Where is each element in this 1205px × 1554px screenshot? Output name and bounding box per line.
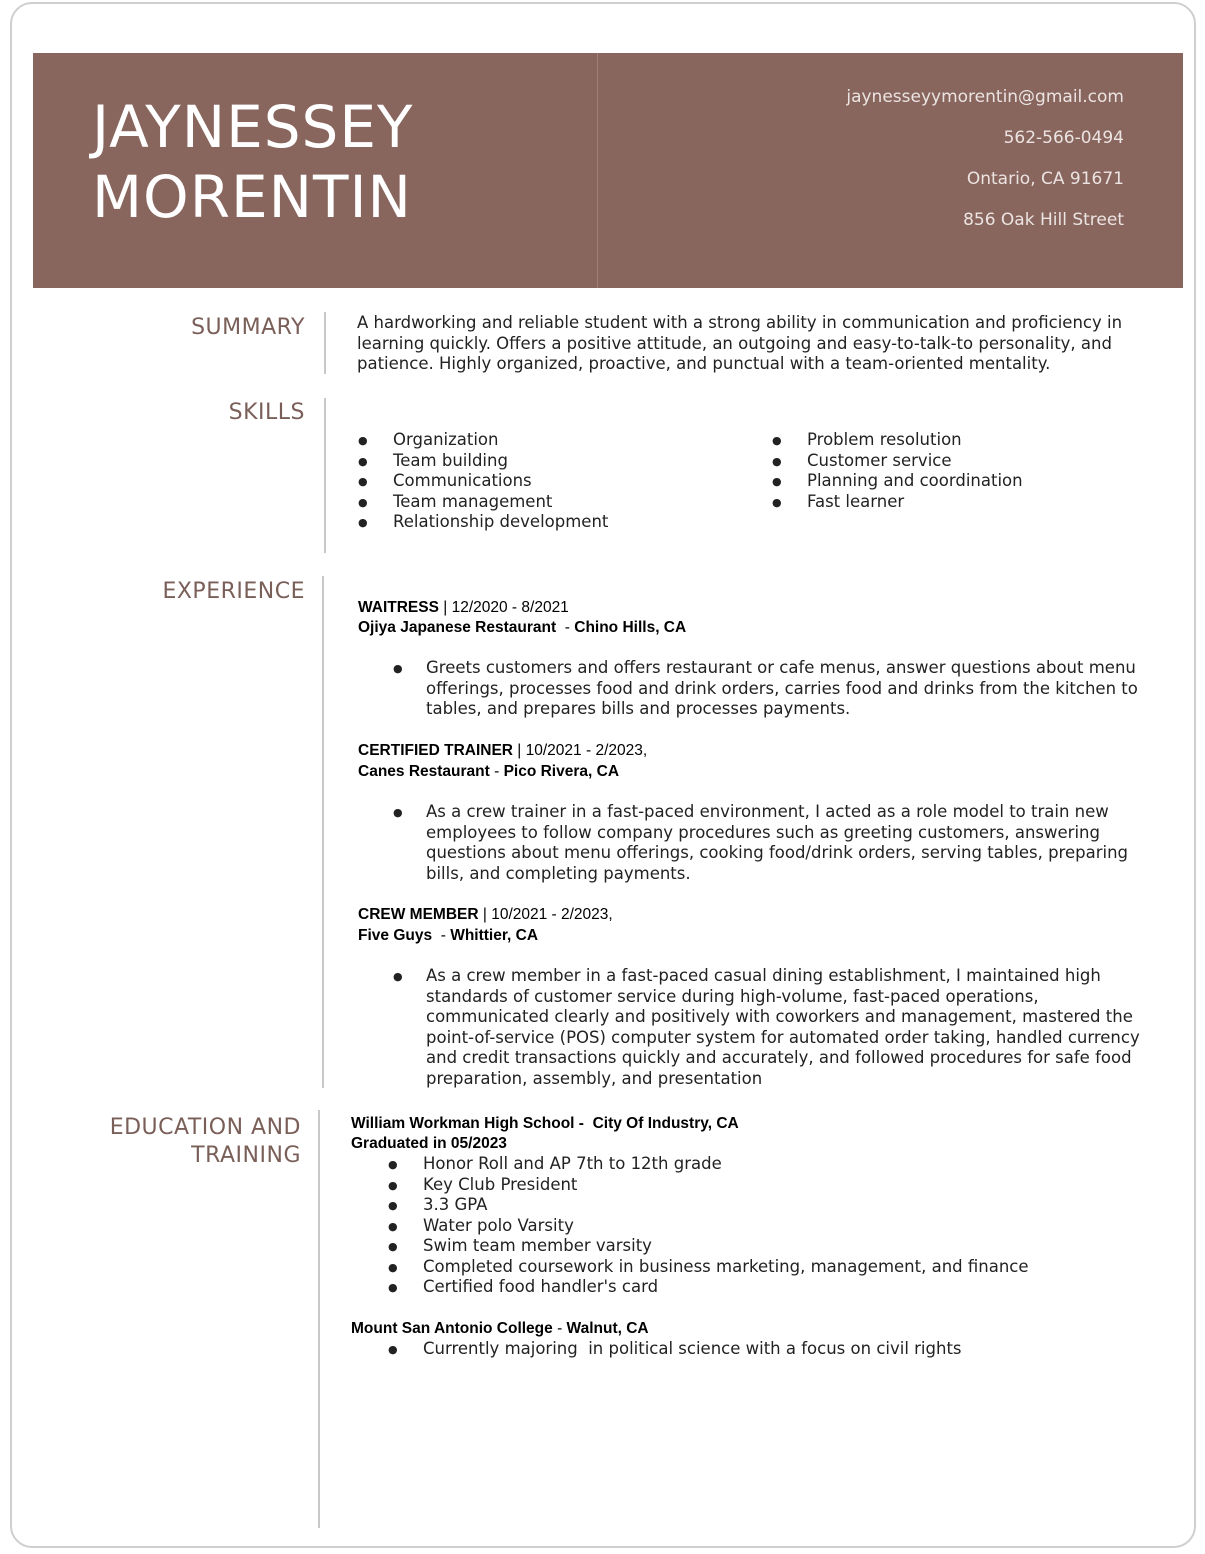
job-title: CREW MEMBER [358,906,479,923]
school-sep: - [574,1115,593,1132]
employer-line [358,762,619,782]
list-item: ● Currently majoring in political science with a focus on civil rights [388,1339,962,1360]
employer: Canes Restaurant [358,763,490,780]
contact-info [846,84,1124,248]
skills-list-right [772,430,1023,512]
skills-heading: SKILLS [228,400,305,425]
candidate-name [92,92,413,232]
list-item: ● Organization [358,430,608,451]
education-divider [318,1110,320,1528]
school-location: Walnut, CA [566,1320,649,1337]
job-bullet-text: As a crew member in a fast-paced casual dining establishment, I maintained high standards of customer service during high-volume, fast-paced operations, communicated clearly and positively with coworkers and management, mastered the point-of-service (POS) computer system for automated order taking, handled currency and credit transactions quickly and accurately, and followed procedures for safe food preparation, assembly, and presentation [426,966,1140,1088]
street-address: 856 Oak Hill Street [963,210,1124,230]
phone: 562-566-0494 [1003,128,1124,148]
education-details-list [388,1339,962,1360]
list-item: ● Problem resolution [772,430,1023,451]
job-dates: | 10/2021 - 2/2023, [478,906,613,923]
employer-sep: - [432,927,451,944]
education-heading-line-1: EDUCATION AND [109,1115,301,1140]
list-item: ● Customer service [772,451,1023,472]
list-item: ● Key Club President [388,1175,1029,1196]
list-item: ● Team building [358,451,608,472]
job-dates: | 12/2020 - 8/2021 [438,599,569,616]
job-title: WAITRESS [358,599,439,616]
list-item: ● 3.3 GPA [388,1195,1029,1216]
bullet-icon: ● [393,806,403,819]
bullet-icon: ● [393,662,403,675]
summary-divider [324,312,326,374]
employer: Five Guys [358,927,433,944]
name-line-1: JAYNESSEY [92,93,414,161]
school-sep: - [552,1320,567,1337]
list-item: ● Certified food handler's card [388,1277,1029,1298]
school-location: City Of Industry, CA [592,1115,739,1132]
job-description [393,658,1161,720]
job-bullet-text: Greets customers and offers restaurant or cafe menus, answer questions about menu offerings, processes food and drink orders, carries food and drinks from the kitchen to tables, and prepares bills and processes payments. [426,658,1138,718]
job-title-line [358,598,569,618]
experience-heading: EXPERIENCE [162,579,305,604]
graduation-date: Graduated in 05/2023 [351,1135,507,1152]
employer-sep: - [556,619,575,636]
school-line [351,1319,649,1339]
education-details-list [388,1154,1029,1298]
education-heading [110,1114,301,1170]
job-title-line [358,741,647,761]
bullet-icon: ● [393,970,403,983]
job-location: Whittier, CA [450,927,539,944]
education-heading-line-2: TRAINING [191,1143,301,1168]
job-location: Chino Hills, CA [574,619,687,636]
employer-line [358,618,686,638]
summary-heading: SUMMARY [191,315,305,340]
job-dates: | 10/2021 - 2/2023, [513,742,648,759]
job-title-line [358,905,613,925]
list-item: ● Relationship development [358,512,608,533]
name-line-2: MORENTIN [92,163,412,231]
job-title: CERTIFIED TRAINER [358,742,513,759]
skills-list-left [358,430,608,533]
school-line [351,1114,739,1134]
skills-divider [324,398,326,553]
list-item: ● Communications [358,471,608,492]
list-item: ● Team management [358,492,608,513]
list-item: ● Water polo Varsity [388,1216,1029,1237]
employer: Ojiya Japanese Restaurant [358,619,557,636]
school-name: William Workman High School [351,1115,575,1132]
job-description [393,802,1161,884]
job-location: Pico Rivera, CA [503,763,620,780]
header-divider [597,53,598,288]
list-item: ● Swim team member varsity [388,1236,1029,1257]
job-bullet-text: As a crew trainer in a fast-paced environment, I acted as a role model to train new employees to follow company procedures such as greeting customers, answering questions about menu offerings, cooking food/drink orders, serving tables, preparing bills, and completing payments. [426,802,1129,883]
summary-text: A hardworking and reliable student with a strong ability in communication and proficiency in learning quickly. Offers a positive attitude, an outgoing and easy-to-talk-to personality, and patience. Highly organized, proactive, and punctual with a team-oriented mentality. [357,313,1123,373]
location: Ontario, CA 91671 [966,169,1124,189]
list-item: ● Planning and coordination [772,471,1023,492]
list-item: ● Completed coursework in business marketing, management, and finance [388,1257,1029,1278]
list-item: ● Honor Roll and AP 7th to 12th grade [388,1154,1029,1175]
job-description [393,966,1161,1089]
experience-divider [322,576,324,1088]
list-item: ● Fast learner [772,492,1023,513]
employer-line [358,926,538,946]
school-name: Mount San Antonio College [351,1320,553,1337]
employer-sep: - [489,763,504,780]
email[interactable]: jaynesseyymorentin@gmail.com [846,87,1124,107]
